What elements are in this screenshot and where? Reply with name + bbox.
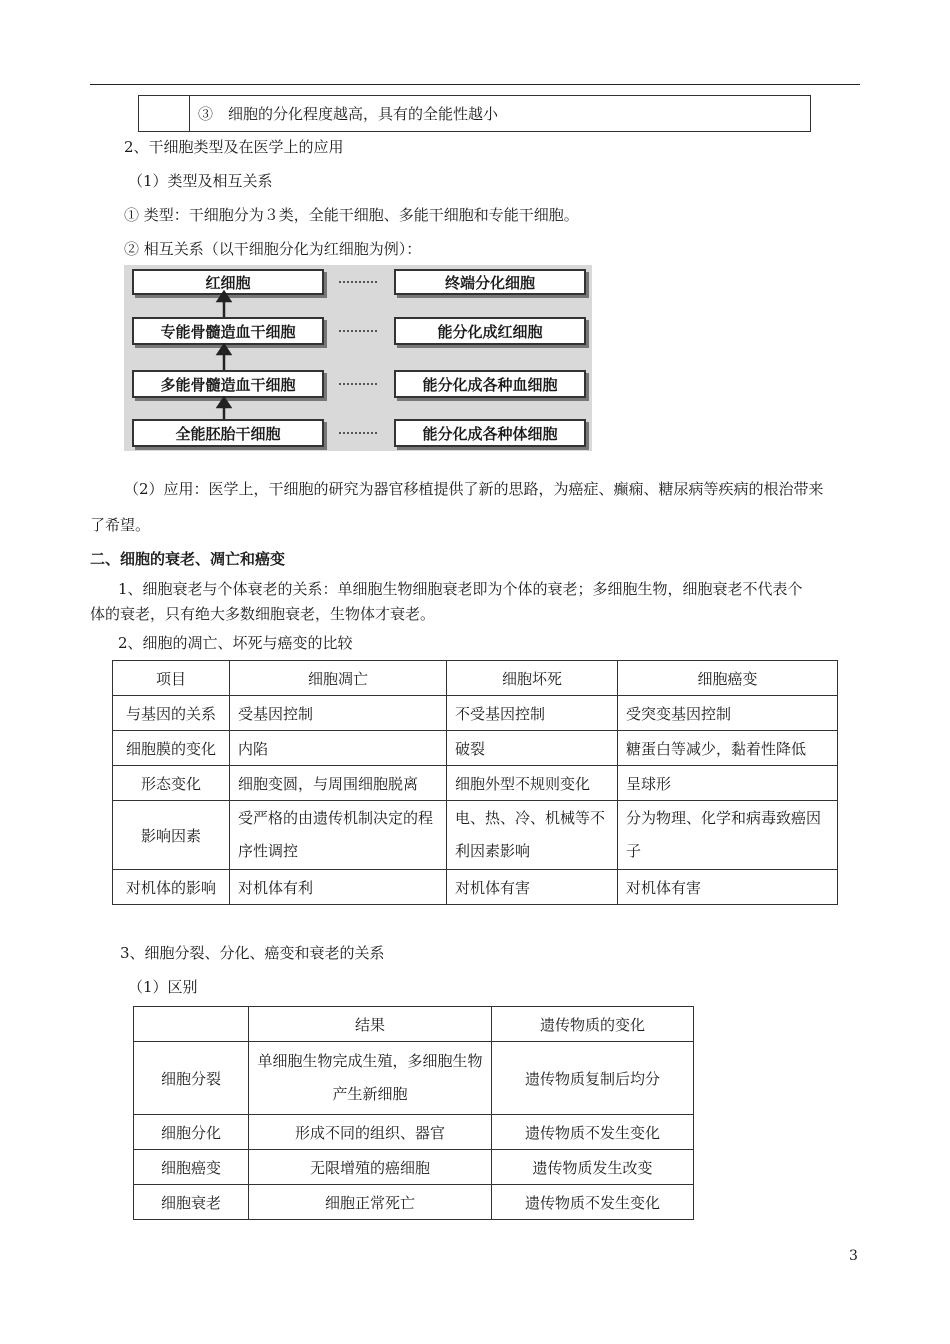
top-table	[138, 95, 811, 132]
table-row	[113, 766, 838, 801]
table-cell: 糖蛋白等减少，黏着性降低	[618, 731, 838, 766]
table-row	[113, 870, 838, 905]
application-line-2: 了希望。	[90, 516, 151, 534]
section-2-heading: 2、干细胞类型及在医学上的应用	[124, 138, 344, 156]
table-cell: 影响因素	[113, 801, 230, 870]
table-cell: 细胞衰老	[134, 1185, 249, 1220]
table-header-cell: 项目	[113, 661, 230, 696]
table-cell: 无限增殖的癌细胞	[249, 1150, 492, 1185]
relation-heading: 3、细胞分裂、分化、癌变和衰老的关系	[120, 944, 385, 962]
table-row	[113, 731, 838, 766]
comparison-heading: 2、细胞的凋亡、坏死与癌变的比较	[118, 634, 353, 652]
up-arrows-icon	[124, 265, 592, 451]
comparison-table	[112, 660, 838, 905]
table-cell: 形成不同的组织、器官	[249, 1115, 492, 1150]
diagram-right-box: 能分化成各种血细胞	[394, 370, 586, 398]
table-header-cell: 细胞凋亡	[230, 661, 447, 696]
table-cell: 与基因的关系	[113, 696, 230, 731]
page-number: 3	[849, 1248, 858, 1264]
header-rule	[90, 84, 860, 85]
table-cell: 分为物理、化学和病毒致癌因子	[618, 801, 838, 870]
diagram-left-box: 专能骨髓造血干细胞	[132, 317, 324, 345]
diagram-right-box: 终端分化细胞	[394, 269, 586, 295]
table-row	[113, 696, 838, 731]
table-cell: 细胞正常死亡	[249, 1185, 492, 1220]
table-cell: 不受基因控制	[447, 696, 618, 731]
diagram-right-box: 能分化成红细胞	[394, 317, 586, 345]
stem-cell-diagram	[124, 265, 592, 451]
table-cell: 细胞分化	[134, 1115, 249, 1150]
table-cell: 细胞膜的变化	[113, 731, 230, 766]
table-header-cell: 遗传物质的变化	[492, 1007, 694, 1042]
difference-heading: （1）区别	[128, 978, 198, 996]
table-row	[113, 801, 838, 870]
subsection-1-heading: （1）类型及相互关系	[128, 172, 273, 190]
relation-text: ② 相互关系（以干细胞分化为红细胞为例）：	[124, 240, 422, 258]
table-row	[134, 1150, 694, 1185]
table-cell: 受严格的由遗传机制决定的程序性调控	[230, 801, 447, 870]
aging-line-1: 1、细胞衰老与个体衰老的关系：单细胞生物细胞衰老即为个体的衰老；多细胞生物，细胞衰老不代表个	[118, 580, 803, 598]
table-cell: 电、热、冷、机械等不利因素影响	[447, 801, 618, 870]
table-cell: 破裂	[447, 731, 618, 766]
application-line-1: （2）应用：医学上，干细胞的研究为器官移植提供了新的思路，为癌症、癫痫、糖尿病等疾病的根治带来	[124, 480, 824, 498]
table-cell: 受基因控制	[230, 696, 447, 731]
table-row	[134, 1042, 694, 1115]
diagram-left-box: 全能胚胎干细胞	[132, 419, 324, 447]
table-cell: 形态变化	[113, 766, 230, 801]
diagram-left-box: 多能骨髓造血干细胞	[132, 370, 324, 398]
table-cell: 对机体有利	[230, 870, 447, 905]
empty-cell	[139, 96, 190, 132]
table-cell: 细胞分裂	[134, 1042, 249, 1115]
table-cell: 对机体的影响	[113, 870, 230, 905]
table-cell: 遗传物质发生改变	[492, 1150, 694, 1185]
table-cell: 细胞变圆，与周围细胞脱离	[230, 766, 447, 801]
top-row-text: ③ 细胞的分化程度越高，具有的全能性越小	[190, 96, 811, 132]
table-cell: 对机体有害	[447, 870, 618, 905]
section-title: 二、细胞的衰老、凋亡和癌变	[90, 550, 286, 568]
table-cell: 细胞癌变	[134, 1150, 249, 1185]
table-cell: 遗传物质不发生变化	[492, 1185, 694, 1220]
table-header-cell: 细胞癌变	[618, 661, 838, 696]
table-header-row	[134, 1007, 694, 1042]
table-header-cell: 细胞坏死	[447, 661, 618, 696]
types-text: ① 类型：干细胞分为３类，全能干细胞、多能干细胞和专能干细胞。	[124, 206, 579, 224]
diagram-right-box: 能分化成各种体细胞	[394, 419, 586, 447]
table-cell: 单细胞生物完成生殖，多细胞生物产生新细胞	[249, 1042, 492, 1115]
table-cell: 呈球形	[618, 766, 838, 801]
difference-table	[133, 1006, 694, 1220]
table-header-cell	[134, 1007, 249, 1042]
table-cell: 内陷	[230, 731, 447, 766]
table-row	[134, 1185, 694, 1220]
table-cell: 对机体有害	[618, 870, 838, 905]
table-cell: 遗传物质复制后均分	[492, 1042, 694, 1115]
table-cell: 受突变基因控制	[618, 696, 838, 731]
diagram-left-box: 红细胞	[132, 269, 324, 295]
table-cell: 细胞外型不规则变化	[447, 766, 618, 801]
table-row	[134, 1115, 694, 1150]
aging-line-2: 体的衰老，只有绝大多数细胞衰老，生物体才衰老。	[90, 605, 436, 623]
table-cell: 遗传物质不发生变化	[492, 1115, 694, 1150]
table-header-row	[113, 661, 838, 696]
table-header-cell: 结果	[249, 1007, 492, 1042]
